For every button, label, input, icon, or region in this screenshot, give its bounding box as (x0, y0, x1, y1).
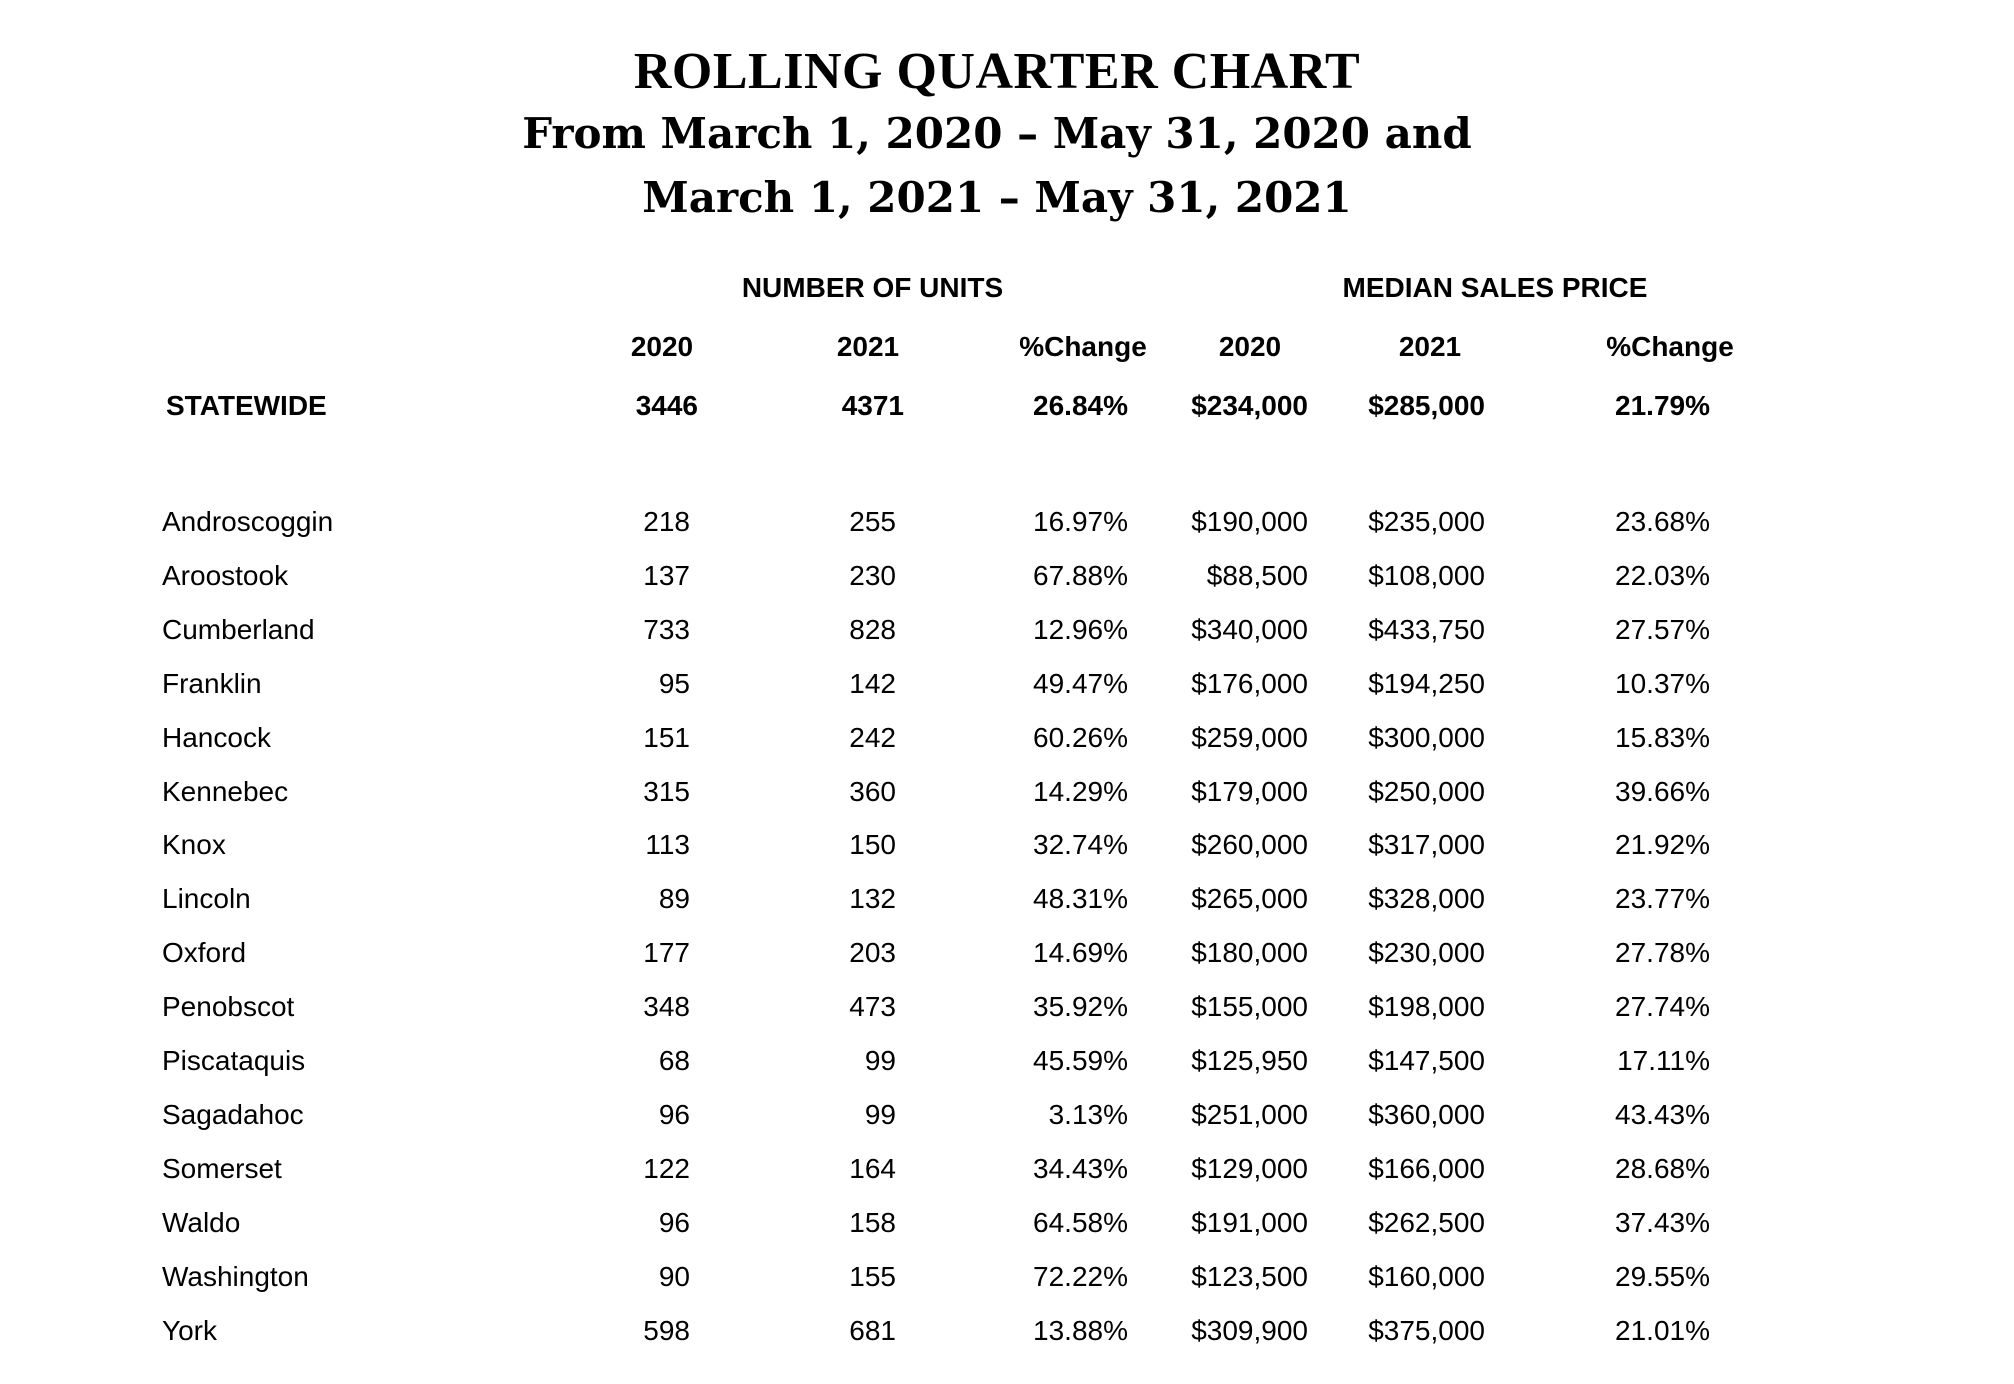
price-change-cell: 21.92% (1615, 829, 1710, 860)
price-2021-cell: $300,000 (1368, 722, 1485, 753)
units-change-cell: 48.31% (1033, 883, 1128, 914)
price-2020-cell: $180,000 (1191, 937, 1308, 968)
units-change-cell: 64.58% (1033, 1207, 1128, 1238)
price-change-cell: 10.37% (1615, 668, 1710, 699)
units-2020-cell: 151 (643, 722, 690, 753)
statewide-units-2020: 3446 (635, 390, 698, 421)
units-change-cell: 72.22% (1033, 1261, 1128, 1292)
price-2020-cell: $191,000 (1191, 1207, 1308, 1238)
price-2021-cell: $328,000 (1368, 883, 1485, 914)
county-name: Androscoggin (162, 506, 334, 537)
units-2020-cell: 122 (643, 1153, 690, 1184)
price-change-cell: 43.43% (1615, 1099, 1710, 1130)
price-2021-cell: $360,000 (1368, 1099, 1485, 1130)
units-2020-cell: 598 (643, 1315, 690, 1346)
price-2020-cell: $155,000 (1191, 991, 1308, 1022)
price-change-cell: 37.43% (1615, 1207, 1710, 1238)
units-2021-cell: 203 (849, 937, 896, 968)
price-2021-cell: $198,000 (1368, 991, 1485, 1022)
units-2021-cell: 155 (849, 1261, 896, 1292)
price-change-cell: 22.03% (1615, 560, 1710, 591)
county-name: Cumberland (162, 614, 315, 645)
page-subtitle-line-1: From March 1, 2020 – May 31, 2020 and (522, 109, 1472, 158)
units-2020-cell: 96 (658, 1207, 690, 1238)
price-2020-cell: $309,900 (1191, 1315, 1308, 1346)
units-change-cell: 14.69% (1033, 937, 1128, 968)
price-2021-cell: $262,500 (1368, 1207, 1485, 1238)
county-name: Piscataquis (162, 1045, 306, 1076)
county-name: Aroostook (162, 560, 289, 591)
price-change-cell: 21.01% (1615, 1315, 1710, 1346)
units-2020-cell: 96 (658, 1099, 690, 1130)
units-2021-cell: 681 (849, 1315, 896, 1346)
statewide-price-2021: $285,000 (1368, 390, 1485, 421)
units-2021-cell: 150 (849, 829, 896, 860)
column-header-price-2021: 2021 (1398, 331, 1462, 362)
county-name: Washington (162, 1261, 309, 1292)
price-2020-cell: $340,000 (1191, 614, 1308, 645)
price-2020-cell: $123,500 (1191, 1261, 1308, 1292)
county-name: Lincoln (162, 883, 251, 914)
county-name: York (162, 1315, 218, 1346)
price-2020-cell: $176,000 (1191, 668, 1308, 699)
units-change-cell: 12.96% (1033, 614, 1128, 645)
units-2021-cell: 142 (849, 668, 896, 699)
units-2021-cell: 473 (849, 991, 896, 1022)
statewide-units-change: 26.84% (1033, 390, 1128, 421)
county-name: Penobscot (162, 991, 295, 1022)
price-2020-cell: $190,000 (1191, 506, 1308, 537)
price-change-cell: 23.68% (1615, 506, 1710, 537)
units-2020-cell: 68 (658, 1045, 690, 1076)
price-2020-cell: $260,000 (1191, 829, 1308, 860)
units-change-cell: 45.59% (1033, 1045, 1128, 1076)
price-change-cell: 15.83% (1615, 722, 1710, 753)
units-2020-cell: 177 (643, 937, 690, 968)
statewide-units-2021: 4371 (841, 390, 904, 421)
county-name: Sagadahoc (162, 1099, 304, 1130)
county-name: Knox (162, 829, 226, 860)
price-2021-cell: $108,000 (1368, 560, 1485, 591)
price-change-cell: 27.74% (1615, 991, 1710, 1022)
units-2021-cell: 255 (849, 506, 896, 537)
price-2020-cell: $265,000 (1191, 883, 1308, 914)
county-name: Oxford (162, 937, 247, 968)
units-2020-cell: 90 (658, 1261, 690, 1292)
price-change-cell: 28.68% (1615, 1153, 1710, 1184)
column-header-units-2020: 2020 (630, 331, 694, 362)
county-name: Kennebec (162, 776, 289, 807)
units-change-cell: 49.47% (1033, 668, 1128, 699)
title-block (0, 42, 2014, 230)
units-group-header: NUMBER OF UNITS (741, 272, 1004, 303)
units-2020-cell: 95 (658, 668, 690, 699)
county-name: Waldo (162, 1207, 241, 1238)
county-name: Franklin (162, 668, 262, 699)
page-subtitle-line-2: March 1, 2021 – May 31, 2021 (642, 173, 1352, 222)
price-2020-cell: $251,000 (1191, 1099, 1308, 1130)
statewide-price-2020: $234,000 (1191, 390, 1308, 421)
price-2021-cell: $317,000 (1368, 829, 1485, 860)
units-change-cell: 34.43% (1033, 1153, 1128, 1184)
price-change-cell: 23.77% (1615, 883, 1710, 914)
units-2020-cell: 137 (643, 560, 690, 591)
price-2020-cell: $129,000 (1191, 1153, 1308, 1184)
units-2021-cell: 158 (849, 1207, 896, 1238)
units-2020-cell: 113 (645, 829, 690, 860)
units-change-cell: 16.97% (1033, 506, 1128, 537)
column-header-units-change: %Change (1019, 331, 1147, 362)
page-title: ROLLING QUARTER CHART (633, 43, 1361, 100)
column-header-price-change: %Change (1606, 331, 1734, 362)
price-2020-cell: $259,000 (1191, 722, 1308, 753)
price-2020-cell: $179,000 (1191, 776, 1308, 807)
column-header-units-2021: 2021 (836, 331, 900, 362)
units-change-cell: 32.74% (1033, 829, 1128, 860)
price-2021-cell: $250,000 (1368, 776, 1485, 807)
price-2021-cell: $147,500 (1368, 1045, 1485, 1076)
statewide-label: STATEWIDE (166, 390, 327, 421)
price-2021-cell: $230,000 (1368, 937, 1485, 968)
units-2020-cell: 315 (643, 776, 690, 807)
units-2020-cell: 218 (643, 506, 690, 537)
units-2021-cell: 242 (849, 722, 896, 753)
statewide-price-change: 21.79% (1615, 390, 1710, 421)
units-2020-cell: 89 (658, 883, 690, 914)
units-2021-cell: 360 (849, 776, 896, 807)
county-name: Hancock (162, 722, 271, 753)
price-change-cell: 17.11% (1617, 1045, 1710, 1076)
price-change-cell: 27.78% (1615, 937, 1710, 968)
units-2021-cell: 132 (849, 883, 896, 914)
price-2021-cell: $166,000 (1368, 1153, 1485, 1184)
units-2021-cell: 164 (849, 1153, 896, 1184)
price-2021-cell: $160,000 (1368, 1261, 1485, 1292)
price-change-cell: 29.55% (1615, 1261, 1710, 1292)
county-name: Somerset (162, 1153, 282, 1184)
price-2020-cell: $125,950 (1191, 1045, 1308, 1076)
price-2020-cell: $88,500 (1206, 560, 1308, 591)
units-2020-cell: 733 (643, 614, 690, 645)
price-2021-cell: $375,000 (1368, 1315, 1485, 1346)
units-change-cell: 60.26% (1033, 722, 1128, 753)
price-2021-cell: $433,750 (1368, 614, 1485, 645)
units-change-cell: 67.88% (1033, 560, 1128, 591)
price-2021-cell: $235,000 (1368, 506, 1485, 537)
units-change-cell: 13.88% (1033, 1315, 1128, 1346)
units-change-cell: 35.92% (1033, 991, 1128, 1022)
units-change-cell: 14.29% (1033, 776, 1128, 807)
price-change-cell: 27.57% (1615, 614, 1710, 645)
units-2021-cell: 99 (864, 1045, 896, 1076)
units-2021-cell: 99 (864, 1099, 896, 1130)
price-change-cell: 39.66% (1615, 776, 1710, 807)
price-group-header: MEDIAN SALES PRICE (1342, 272, 1648, 303)
units-change-cell: 3.13% (1048, 1099, 1128, 1130)
units-2021-cell: 828 (849, 614, 896, 645)
units-2021-cell: 230 (849, 560, 896, 591)
price-2021-cell: $194,250 (1368, 668, 1485, 699)
column-header-price-2020: 2020 (1218, 331, 1282, 362)
units-2020-cell: 348 (643, 991, 690, 1022)
